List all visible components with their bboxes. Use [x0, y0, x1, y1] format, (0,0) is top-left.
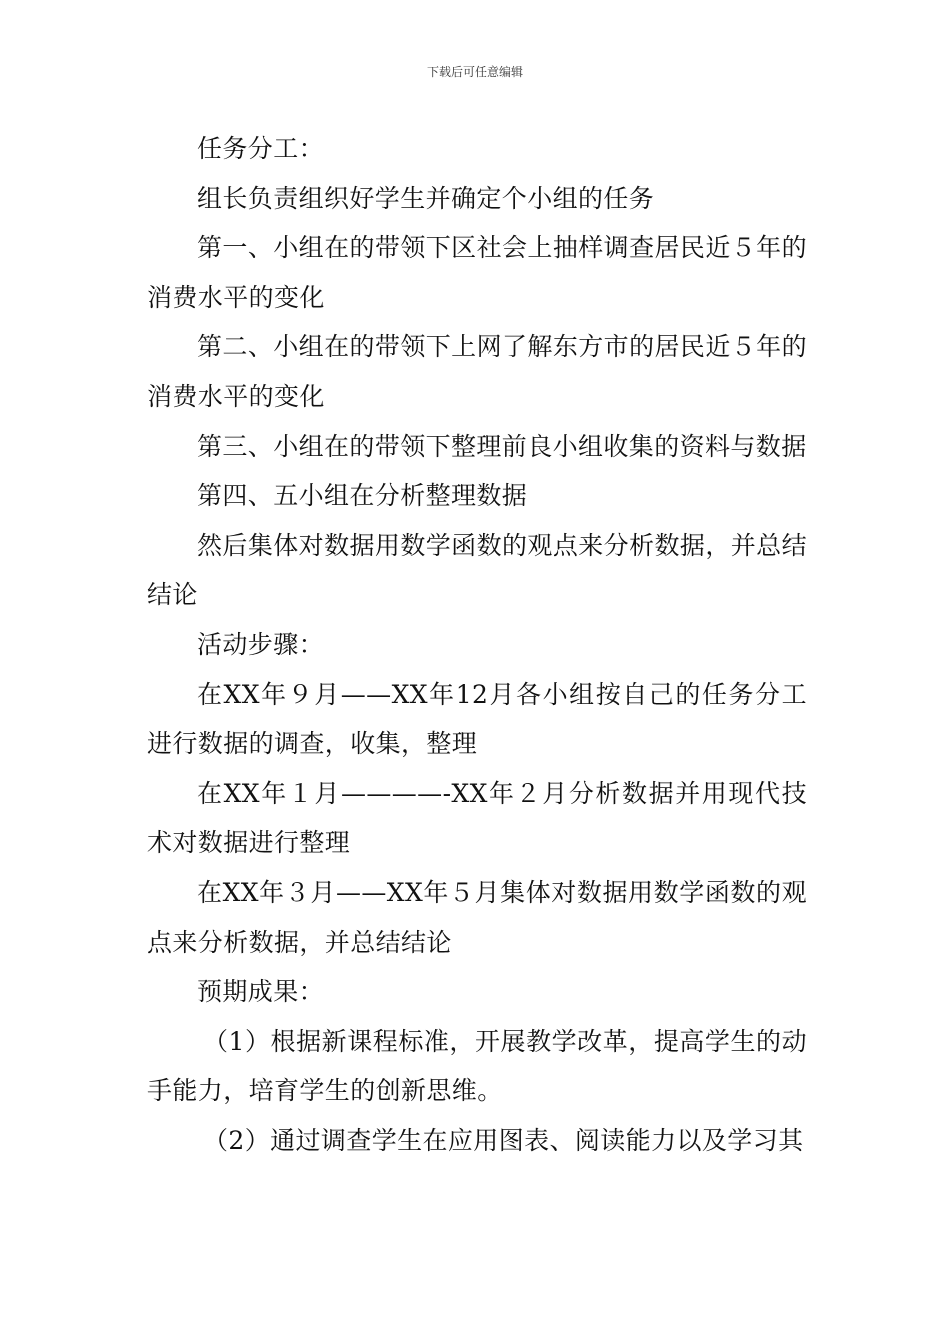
page-header-note: 下载后可任意编辑: [426, 65, 523, 79]
paragraph: 在XX年１月————-XX年２月分析数据并用现代技术对数据进行整理: [147, 778, 807, 858]
list-item: （2）通过调查学生在应用图表、阅读能力以及学习其: [203, 1125, 804, 1155]
section-heading-task-division: 任务分工：: [197, 134, 325, 163]
paragraph: 第三、小组在的带领下整理前良小组收集的资料与数据: [197, 431, 807, 461]
paragraph: 在XX年９月——XX年12月各小组按自己的任务分工进行数据的调查，收集，整理: [147, 679, 807, 759]
list-item: （1）根据新课程标准，开展教学改革，提高学生的动手能力，培育学生的创新思维。: [147, 1026, 807, 1106]
paragraph: 第一、小组在的带领下区社会上抽样调查居民近５年的消费水平的变化: [147, 233, 807, 312]
paragraph: 然后集体对数据用数学函数的观点来分析数据，并总结结论: [147, 530, 807, 610]
section-heading-expected-results: 预期成果：: [197, 977, 325, 1007]
paragraph: 第四、五小组在分析整理数据: [197, 481, 528, 511]
paragraph: 组长负责组织好学生并确定个小组的任务: [197, 183, 655, 213]
paragraph: 第二、小组在的带领下上网了解东方市的居民近５年的消费水平的变化: [147, 332, 807, 411]
section-heading-activity-steps: 活动步骤：: [197, 629, 325, 659]
paragraph: 在XX年３月——XX年５月集体对数据用数学函数的观点来分析数据，并总结结论: [147, 877, 807, 957]
document-body: [147, 124, 807, 1165]
